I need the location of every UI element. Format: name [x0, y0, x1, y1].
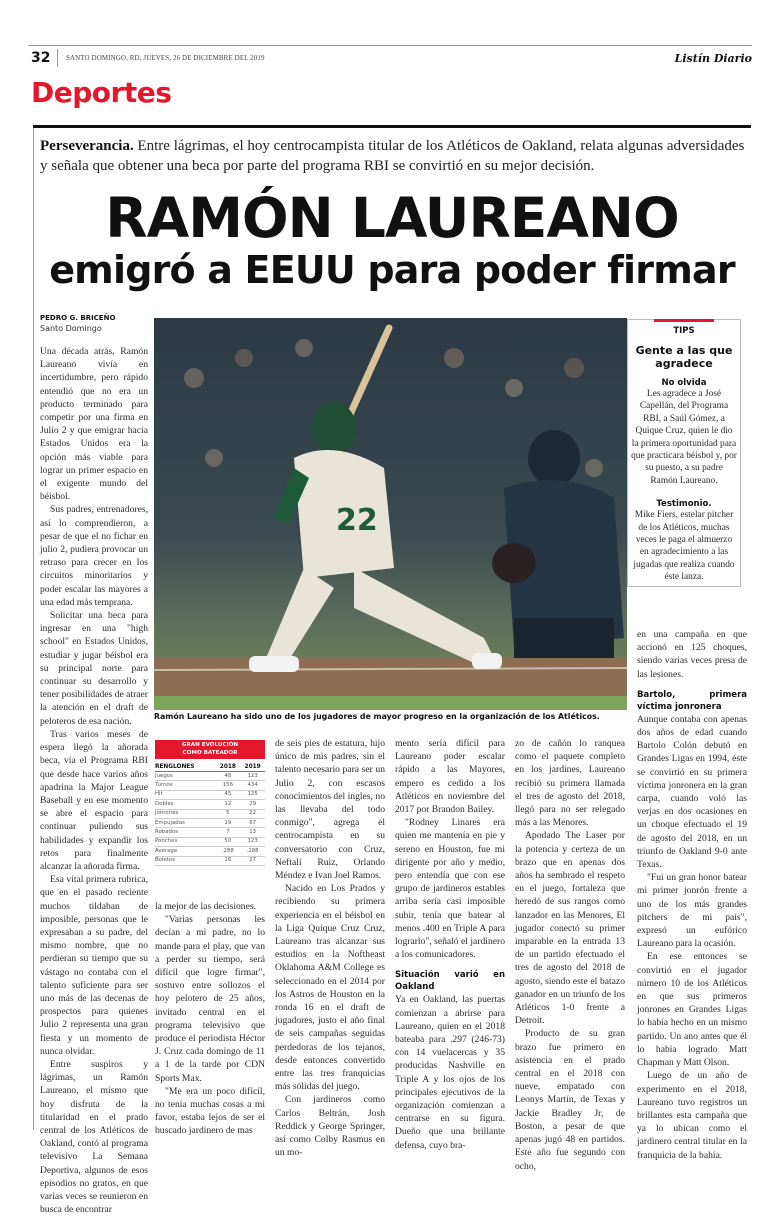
body-paragraph: Nacido en Los Prados y recibiendo su primera experiencia en el béisbol en la Liga Quique Cruz Cruz, Laureano tras alcanzar sus estudios en la Nofthеast Oklahoma A&M College es seleccionado en el 2014 por los Astros de Houston en la ronda 16 en el draft de jugadores, justo el año final de seis campañas seguidas perdedoras de los tejanos, desde entonces convertido entre las tres franquicias más sólidas del juego. [275, 883, 385, 1093]
stats-title-line2: COMO BATEADOR [182, 749, 238, 756]
tips-item-heading: Testimonio. [656, 499, 712, 510]
tips-item-heading: No olvida [661, 378, 707, 388]
body-column-6 [637, 628, 747, 1162]
body-paragraph: Ya en Oakland, las puertas comienzan a abrirse para Laureano, quien en el 2018 bateaba para .297 (246-73) con 14 vuelacercas y 35 producidas Nashville en Triple A y los ojos de los principales ejecutivos de la organización comienzan a centrarse en su figura. Dueño que una brillante defensa, cuyo bra- [395, 994, 505, 1151]
stats-row-label: Hit [155, 790, 215, 799]
body-paragraph: Solicitar una beca para ingresar en una "high school" en Estados Unidos, estudiar y jugar béisbol era su principal norte para continuar su desarrollo y tener posibilidades de atraer la atención en el draft de peloteros de esa nación. [40, 610, 148, 727]
tips-accent-bar [654, 319, 714, 322]
body-paragraph: "Varias personas les decían a mi padre, no lo mande para el play, que van a perder su tiempo, será difícil que logre firmar", sostuvo entre sollozos el hoy pelotero de 25 años, invitado central en el programa televisivo que produce el periodista Héctor J. Cruz cada domingo de 11 a 1 de la tarde por CDN Sports Max. [155, 914, 265, 1084]
catchers-mitt [492, 543, 536, 583]
headline-sub: emigró a EEUU para poder firmar [49, 248, 735, 292]
jersey-number: 22 [336, 503, 378, 538]
header-rule [28, 45, 752, 46]
stats-row-label: Boletos [155, 856, 215, 865]
stats-row [155, 828, 265, 837]
stats-cell: 12 [215, 800, 240, 809]
stats-row-label: Jonrones [155, 809, 215, 818]
dateline: SANTO DOMINGO, RD, JUEVES, 26 DE DICIEMBRE DEL 2019 [66, 54, 265, 62]
headline-main: RAMÓN LAUREANO [105, 186, 679, 250]
body-paragraph: zo de cañón lo ranquea como el paquete completo en los jardines, Laureano recibió su primera llamada el tres de agosto del 2018, llegó para no ser relegado más a las Menores. [515, 738, 625, 829]
stats-col-header: 2019 [240, 763, 265, 772]
stats-table-title [155, 740, 265, 759]
grass [154, 696, 627, 710]
tips-title: Gente a las que agradece [635, 344, 733, 370]
stats-row [155, 837, 265, 846]
stats-row-label: Dobles [155, 800, 215, 809]
stats-row [155, 847, 265, 856]
deck-text: Entre lágrimas, el hoy centrocampista titular de los Atléticos de Oakland, relata algunas adversidades y señala que obtener una beca por parte del programa RBI se convirtió en su mejor decisión. [40, 138, 745, 174]
body-paragraph: la mejor de las decisiones. [155, 901, 256, 912]
body-paragraph: Producto de su gran brazo fue primero en asistencia en el prado central en el 2018 con nueve, empatado con Leonys Martín, de Texas y Jackie Bradley Jr, de Boston, a pesar de que apenas jugó 48 en partidos. Este año fue segundo con ocho, [515, 1028, 625, 1172]
tips-label: TIPS [673, 326, 695, 336]
body-column-3 [275, 737, 385, 1160]
stats-cell: 16 [215, 856, 240, 865]
body-paragraph: Entre suspiros y lágrimas, un Ramón Laureano, el mismo que hoy disfruta de la titularidad en el prado central de los Atléticos de Oakland, contó al programa televisivo La Semana Deportiva, algunos de esos episodios no gratos, en que varias veces se reunieron en busca de encontrar [40, 1058, 148, 1216]
body-paragraph: Aunque contaba con apenas dos años de edad cuando Bartolo Colón debutó en Grandes Ligas en 1994, éste se convirtió en su primera víctima jonronera en la gran carpa, cuando voló las verjas en dos ocasiones en un choque efectuado el 19 de agosto del 2018, en un triunfo de Oakland 9-0 ante Texas. [637, 713, 747, 871]
tips-item-text: Mike Fiers, estelar pitcher de los Atléticos, muchas veces le paga el almuerzo en agradecimiento a las jugadas que realiza cuando éste lanza. [633, 510, 735, 583]
body-paragraph: Una década atrás, Ramón Laureano vivía en incertidumbre, pero rápido entendió que no era un producto terminado para competir por una firma en Julio 2 y que emigrar hacia Estados Unidos era la opción más viable para lograr un primer espacio en el exigente mundo del béisbol. [40, 346, 148, 503]
stats-cell: 67 [240, 818, 265, 827]
body-paragraph: Apodado The Laser por la potencia y certeza de un brazo que en apenas dos años ha sembrado el respeto en el juego, fortaleza que heredó de sus rangos como lanzador en las Menores, El jugador conectó su primer imparable en la entrada 13 de un partido efectuado el tres de agosto del 2018 de agosto, siendo este el batazo ganador en un triunfo de los Atléticos 1-0 frente a Detroit. [515, 830, 625, 1027]
body-paragraph: Esa vital primera rubrica, que en el pasado reciente muchos tildaban de imposible, personas que le expresaban a su padre, del mismo nombre, que no perdieran su tiempo que su vástago no contaba con el talento suficiente para ser uno más de las decenas de prospectos para quienes Julio 2 representa una gran fiesta y un momento de nunca olvidar. [40, 874, 148, 1057]
body-paragraph: "Fui un gran honor batear mi primer jonrón frente a uno de los más grandes pitchers de mi país", expresó un eufórico Laureano para la ocasión. [637, 872, 747, 950]
body-column-4 [395, 737, 505, 1152]
stats-header-row [155, 763, 265, 772]
body-column-2 [155, 900, 265, 1138]
stats-row-label: Robados [155, 828, 215, 837]
stats-cell: 27 [240, 856, 265, 865]
stats-row [155, 772, 265, 781]
stats-row [155, 818, 265, 827]
dirt-infield [154, 658, 627, 698]
stats-cell: 434 [240, 781, 265, 790]
stats-cell: 156 [215, 781, 240, 790]
photo-illustration [154, 318, 627, 710]
stats-row-label: Ponches [155, 837, 215, 846]
stats-row-label: Average [155, 847, 215, 856]
stats-cell: 22 [240, 809, 265, 818]
stats-row-label: Juegos [155, 772, 215, 781]
stats-cell: .288 [240, 847, 265, 856]
stats-cell: 13 [240, 828, 265, 837]
stats-cell: 48 [215, 772, 240, 781]
body-paragraph: Tras varios meses de espera llegó la añorada beca, vía el Programa RBI que desde hace varios años apadrina la Major League Baseball y en ese momento se abre el espacio para continuar puliendo sus habilidades y expandir los retos para finalmente alcanzar la añorada firma. [40, 728, 148, 872]
byline-author: PEDRO G. BRICEÑO [40, 314, 116, 322]
stats-row [155, 790, 265, 799]
stats-row [155, 856, 265, 865]
stats-cell: 50 [215, 837, 240, 846]
stats-row [155, 781, 265, 790]
header-separator [57, 49, 58, 67]
body-column-5 [515, 737, 625, 1173]
stats-grid [155, 763, 265, 866]
body-paragraph: de seis pies de estatura, hijo único de mis padres, sin el talento necesario para ser un Julio 2, con escasos conocimientos del ingles, no las llevaba del todo conmigo", agrega el centrocampista en su conversatorio con Cruz, Neftalí Ruiz, Orlando Méndez e Ivan Joel Ramos. [275, 738, 385, 882]
stats-cell: 29 [240, 800, 265, 809]
stats-cell: 125 [240, 790, 265, 799]
stats-title-line1: GRAN EVOLUCIÓN [181, 742, 239, 748]
body-column-1 [40, 345, 148, 1216]
body-subhead: Bartolo, primera víctima jonronera [637, 689, 747, 712]
body-paragraph: mento sería difícil para Laureano poder escalar rápido a las Mayores, empero es cedido a los Atléticos en noviembre del 2017 por Brandon Bailey. [395, 738, 505, 816]
body-paragraph: Luego de un año de experimento en el 2018, Laureano tuvo registros un brillantes esta campaña que ya lo ubican como el jardinero central titular en la franquicia de la bahía. [637, 1070, 747, 1161]
stats-cell: 5 [215, 809, 240, 818]
body-paragraph: Con jardineros como Carlos Beltrán, Josh Reddick y George Springer, así como Colby Rasmus en un mo- [275, 1094, 385, 1159]
body-subhead: Situación varió en Oakland [395, 970, 505, 993]
stats-cell: 123 [240, 837, 265, 846]
byline-city: Santo Domingo [40, 324, 102, 333]
section-title: Deportes [31, 76, 172, 109]
stats-cell: 7 [215, 828, 240, 837]
stats-col-header: 2018 [215, 763, 240, 772]
tips-box [627, 319, 741, 587]
section-rule [33, 125, 751, 128]
stats-row [155, 800, 265, 809]
stats-cell: .288 [215, 847, 240, 856]
stats-table [155, 740, 265, 866]
body-paragraph: Sus padres, entrenadores, así lo comprendieron, a pesar de que el no fichar en julio 2, pudiera provocar un retraso para crecer en los circuitos minoritarios y poder escalar las mayores a una edad más temprana. [40, 504, 148, 608]
masthead-logo: Listín Diario [674, 52, 752, 65]
stats-cell: 19 [215, 818, 240, 827]
deck [40, 136, 745, 176]
stats-col-header: RENGLONES [155, 763, 215, 772]
body-paragraph: "Rodney Linares era quien me mantenía en pie y sereno en Houston, fue mi dirigente por año y medio, pero entendía que con ese grupo de jardineros estables arriba sería casi imposible subir, tenía que batear al menos .400 en Triple A para lograrlo", señaló el jardinero a los comunicadores. [395, 817, 505, 961]
stats-row [155, 809, 265, 818]
body-paragraph: en una campaña en que accionó en 125 choques, siendo varias veces presa de las lesiones. [637, 629, 747, 680]
deck-lead: Perseverancia. [40, 138, 134, 154]
stats-row-label: Turnos [155, 781, 215, 790]
tips-item-text: Les agradece a José Capellán, del Programa RBI, a Saúl Gómez, a Quique Cruz, quien le dio la primera oportunidad para que practicara béisbol y, por su puesto, a su padre Ramón Laureano. [631, 389, 737, 486]
stats-cell: 45 [215, 790, 240, 799]
article-photo [154, 318, 627, 710]
stats-cell: 123 [240, 772, 265, 781]
body-paragraph: "Me era un poco difícil, no tenía muchas cosas a mi favor, estaba lejos de ser el buscado jardinero de mas [155, 1085, 265, 1137]
stats-row-label: Empujadas [155, 818, 215, 827]
photo-caption: Ramón Laureano ha sido uno de los jugadores de mayor progreso en la organización de los Atléticos. [154, 712, 600, 721]
body-paragraph: En ese entonces se convirtió en el jugador número 10 de los Atléticos en que sus primeros jonrones en Grandes Ligas lo había hecho en un mismo partido. Un ano antes que él lo había logrado Matt Chapman y Matt Olson. [637, 951, 747, 1069]
page-number: 32 [31, 50, 51, 66]
